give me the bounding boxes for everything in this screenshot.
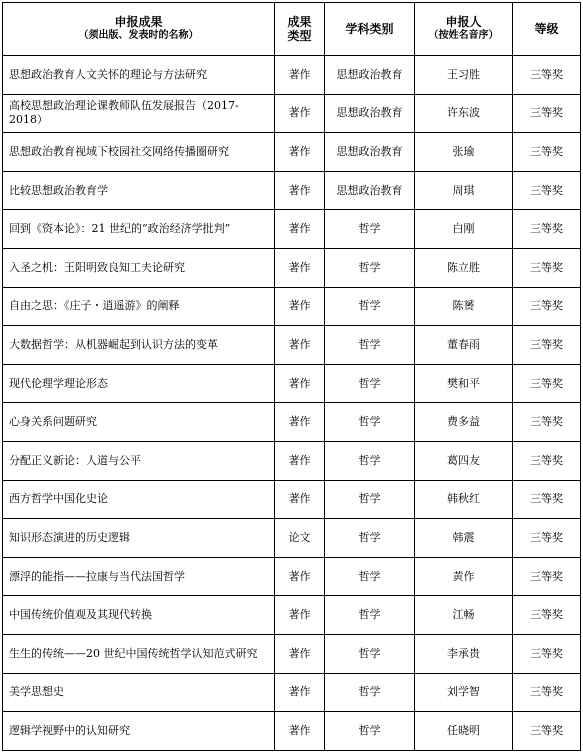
cell-title: 生生的传统——20 世纪中国传统哲学认知范式研究 <box>3 634 275 673</box>
table-row <box>3 94 581 133</box>
cell-discipline: 哲学 <box>325 673 415 712</box>
table-row <box>3 673 581 712</box>
table-row <box>3 210 581 249</box>
header-type-main: 成果 <box>287 15 312 29</box>
cell-grade: 三等奖 <box>513 441 581 480</box>
cell-type: 著作 <box>275 133 325 172</box>
cell-applicant: 韩震 <box>415 519 513 558</box>
cell-discipline: 哲学 <box>325 441 415 480</box>
cell-grade: 三等奖 <box>513 94 581 133</box>
cell-applicant: 陈立胜 <box>415 248 513 287</box>
cell-discipline: 思想政治教育 <box>325 94 415 133</box>
cell-title: 思想政治教育视域下校园社交网络传播圈研究 <box>3 133 275 172</box>
table-body <box>3 56 581 751</box>
cell-grade: 三等奖 <box>513 210 581 249</box>
header-applicant-main: 申报人 <box>445 15 482 29</box>
header-grade: 等级 <box>513 3 581 56</box>
cell-type: 著作 <box>275 634 325 673</box>
cell-title: 漂浮的能指——拉康与当代法国哲学 <box>3 557 275 596</box>
header-type <box>275 3 325 56</box>
cell-grade: 三等奖 <box>513 287 581 326</box>
cell-type: 著作 <box>275 673 325 712</box>
cell-type: 著作 <box>275 171 325 210</box>
header-discipline: 学科类别 <box>325 3 415 56</box>
cell-type: 著作 <box>275 557 325 596</box>
cell-applicant: 任晓明 <box>415 712 513 751</box>
cell-title: 大数据哲学：从机器崛起到认识方法的变革 <box>3 326 275 365</box>
cell-title: 思想政治教育人文关怀的理论与方法研究 <box>3 56 275 95</box>
cell-title: 西方哲学中国化史论 <box>3 480 275 519</box>
cell-applicant: 韩秋红 <box>415 480 513 519</box>
cell-grade: 三等奖 <box>513 480 581 519</box>
table-row <box>3 634 581 673</box>
cell-discipline: 哲学 <box>325 364 415 403</box>
cell-grade: 三等奖 <box>513 56 581 95</box>
cell-grade: 三等奖 <box>513 634 581 673</box>
awards-table <box>2 2 581 751</box>
cell-title: 高校思想政治理论课教师队伍发展报告（2017-2018） <box>3 94 275 133</box>
cell-applicant: 周琪 <box>415 171 513 210</box>
table-row <box>3 133 581 172</box>
cell-grade: 三等奖 <box>513 248 581 287</box>
cell-type: 著作 <box>275 596 325 635</box>
header-row <box>3 3 581 56</box>
cell-type: 著作 <box>275 326 325 365</box>
cell-applicant: 刘学智 <box>415 673 513 712</box>
cell-type: 著作 <box>275 94 325 133</box>
cell-applicant: 张瑜 <box>415 133 513 172</box>
cell-applicant: 许东波 <box>415 94 513 133</box>
cell-applicant: 董春雨 <box>415 326 513 365</box>
cell-applicant: 费多益 <box>415 403 513 442</box>
cell-type: 著作 <box>275 441 325 480</box>
cell-title: 分配正义新论：人道与公平 <box>3 441 275 480</box>
cell-grade: 三等奖 <box>513 364 581 403</box>
cell-title: 比较思想政治教育学 <box>3 171 275 210</box>
cell-applicant: 陈赟 <box>415 287 513 326</box>
cell-title: 入圣之机：王阳明致良知工夫论研究 <box>3 248 275 287</box>
cell-discipline: 哲学 <box>325 326 415 365</box>
cell-type: 著作 <box>275 210 325 249</box>
header-title-sub: （须出版、发表时的名称） <box>78 30 199 41</box>
header-type-sub: 类型 <box>287 29 312 43</box>
cell-grade: 三等奖 <box>513 326 581 365</box>
cell-discipline: 哲学 <box>325 403 415 442</box>
cell-type: 著作 <box>275 403 325 442</box>
cell-title: 现代伦理学理论形态 <box>3 364 275 403</box>
table-row <box>3 712 581 751</box>
cell-title: 回到《资本论》：21 世纪的“政治经济学批判” <box>3 210 275 249</box>
header-title-main: 申报成果 <box>114 15 163 29</box>
cell-discipline: 哲学 <box>325 480 415 519</box>
cell-discipline: 哲学 <box>325 712 415 751</box>
cell-discipline: 哲学 <box>325 596 415 635</box>
cell-applicant: 黄作 <box>415 557 513 596</box>
table-row <box>3 441 581 480</box>
header-title <box>3 3 275 56</box>
cell-discipline: 哲学 <box>325 248 415 287</box>
table-row <box>3 596 581 635</box>
table-row <box>3 171 581 210</box>
cell-applicant: 李承贵 <box>415 634 513 673</box>
table-row <box>3 364 581 403</box>
cell-title: 自由之思：《庄子・逍遥游》的阐释 <box>3 287 275 326</box>
cell-grade: 三等奖 <box>513 557 581 596</box>
cell-grade: 三等奖 <box>513 171 581 210</box>
cell-applicant: 葛四友 <box>415 441 513 480</box>
cell-title: 逻辑学视野中的认知研究 <box>3 712 275 751</box>
table-row <box>3 248 581 287</box>
cell-type: 著作 <box>275 56 325 95</box>
cell-applicant: 江畅 <box>415 596 513 635</box>
table-row <box>3 56 581 95</box>
cell-title: 中国传统价值观及其现代转换 <box>3 596 275 635</box>
table-row <box>3 287 581 326</box>
cell-discipline: 哲学 <box>325 210 415 249</box>
cell-applicant: 白刚 <box>415 210 513 249</box>
header-applicant <box>415 3 513 56</box>
table-row <box>3 519 581 558</box>
cell-type: 著作 <box>275 364 325 403</box>
cell-discipline: 哲学 <box>325 634 415 673</box>
cell-grade: 三等奖 <box>513 403 581 442</box>
cell-type: 著作 <box>275 287 325 326</box>
cell-title: 美学思想史 <box>3 673 275 712</box>
cell-discipline: 哲学 <box>325 287 415 326</box>
table-row <box>3 557 581 596</box>
cell-grade: 三等奖 <box>513 712 581 751</box>
cell-title: 心身关系问题研究 <box>3 403 275 442</box>
cell-discipline: 思想政治教育 <box>325 56 415 95</box>
cell-type: 著作 <box>275 480 325 519</box>
table-row <box>3 403 581 442</box>
table-row <box>3 480 581 519</box>
header-applicant-sub: （按姓名音序） <box>428 30 499 41</box>
cell-applicant: 樊和平 <box>415 364 513 403</box>
cell-type: 论文 <box>275 519 325 558</box>
cell-discipline: 思想政治教育 <box>325 171 415 210</box>
cell-discipline: 哲学 <box>325 557 415 596</box>
cell-type: 著作 <box>275 712 325 751</box>
cell-title: 知识形态演进的历史逻辑 <box>3 519 275 558</box>
cell-discipline: 哲学 <box>325 519 415 558</box>
cell-grade: 三等奖 <box>513 596 581 635</box>
cell-grade: 三等奖 <box>513 673 581 712</box>
cell-type: 著作 <box>275 248 325 287</box>
cell-discipline: 思想政治教育 <box>325 133 415 172</box>
table-row <box>3 326 581 365</box>
cell-grade: 三等奖 <box>513 133 581 172</box>
cell-applicant: 王习胜 <box>415 56 513 95</box>
cell-grade: 三等奖 <box>513 519 581 558</box>
